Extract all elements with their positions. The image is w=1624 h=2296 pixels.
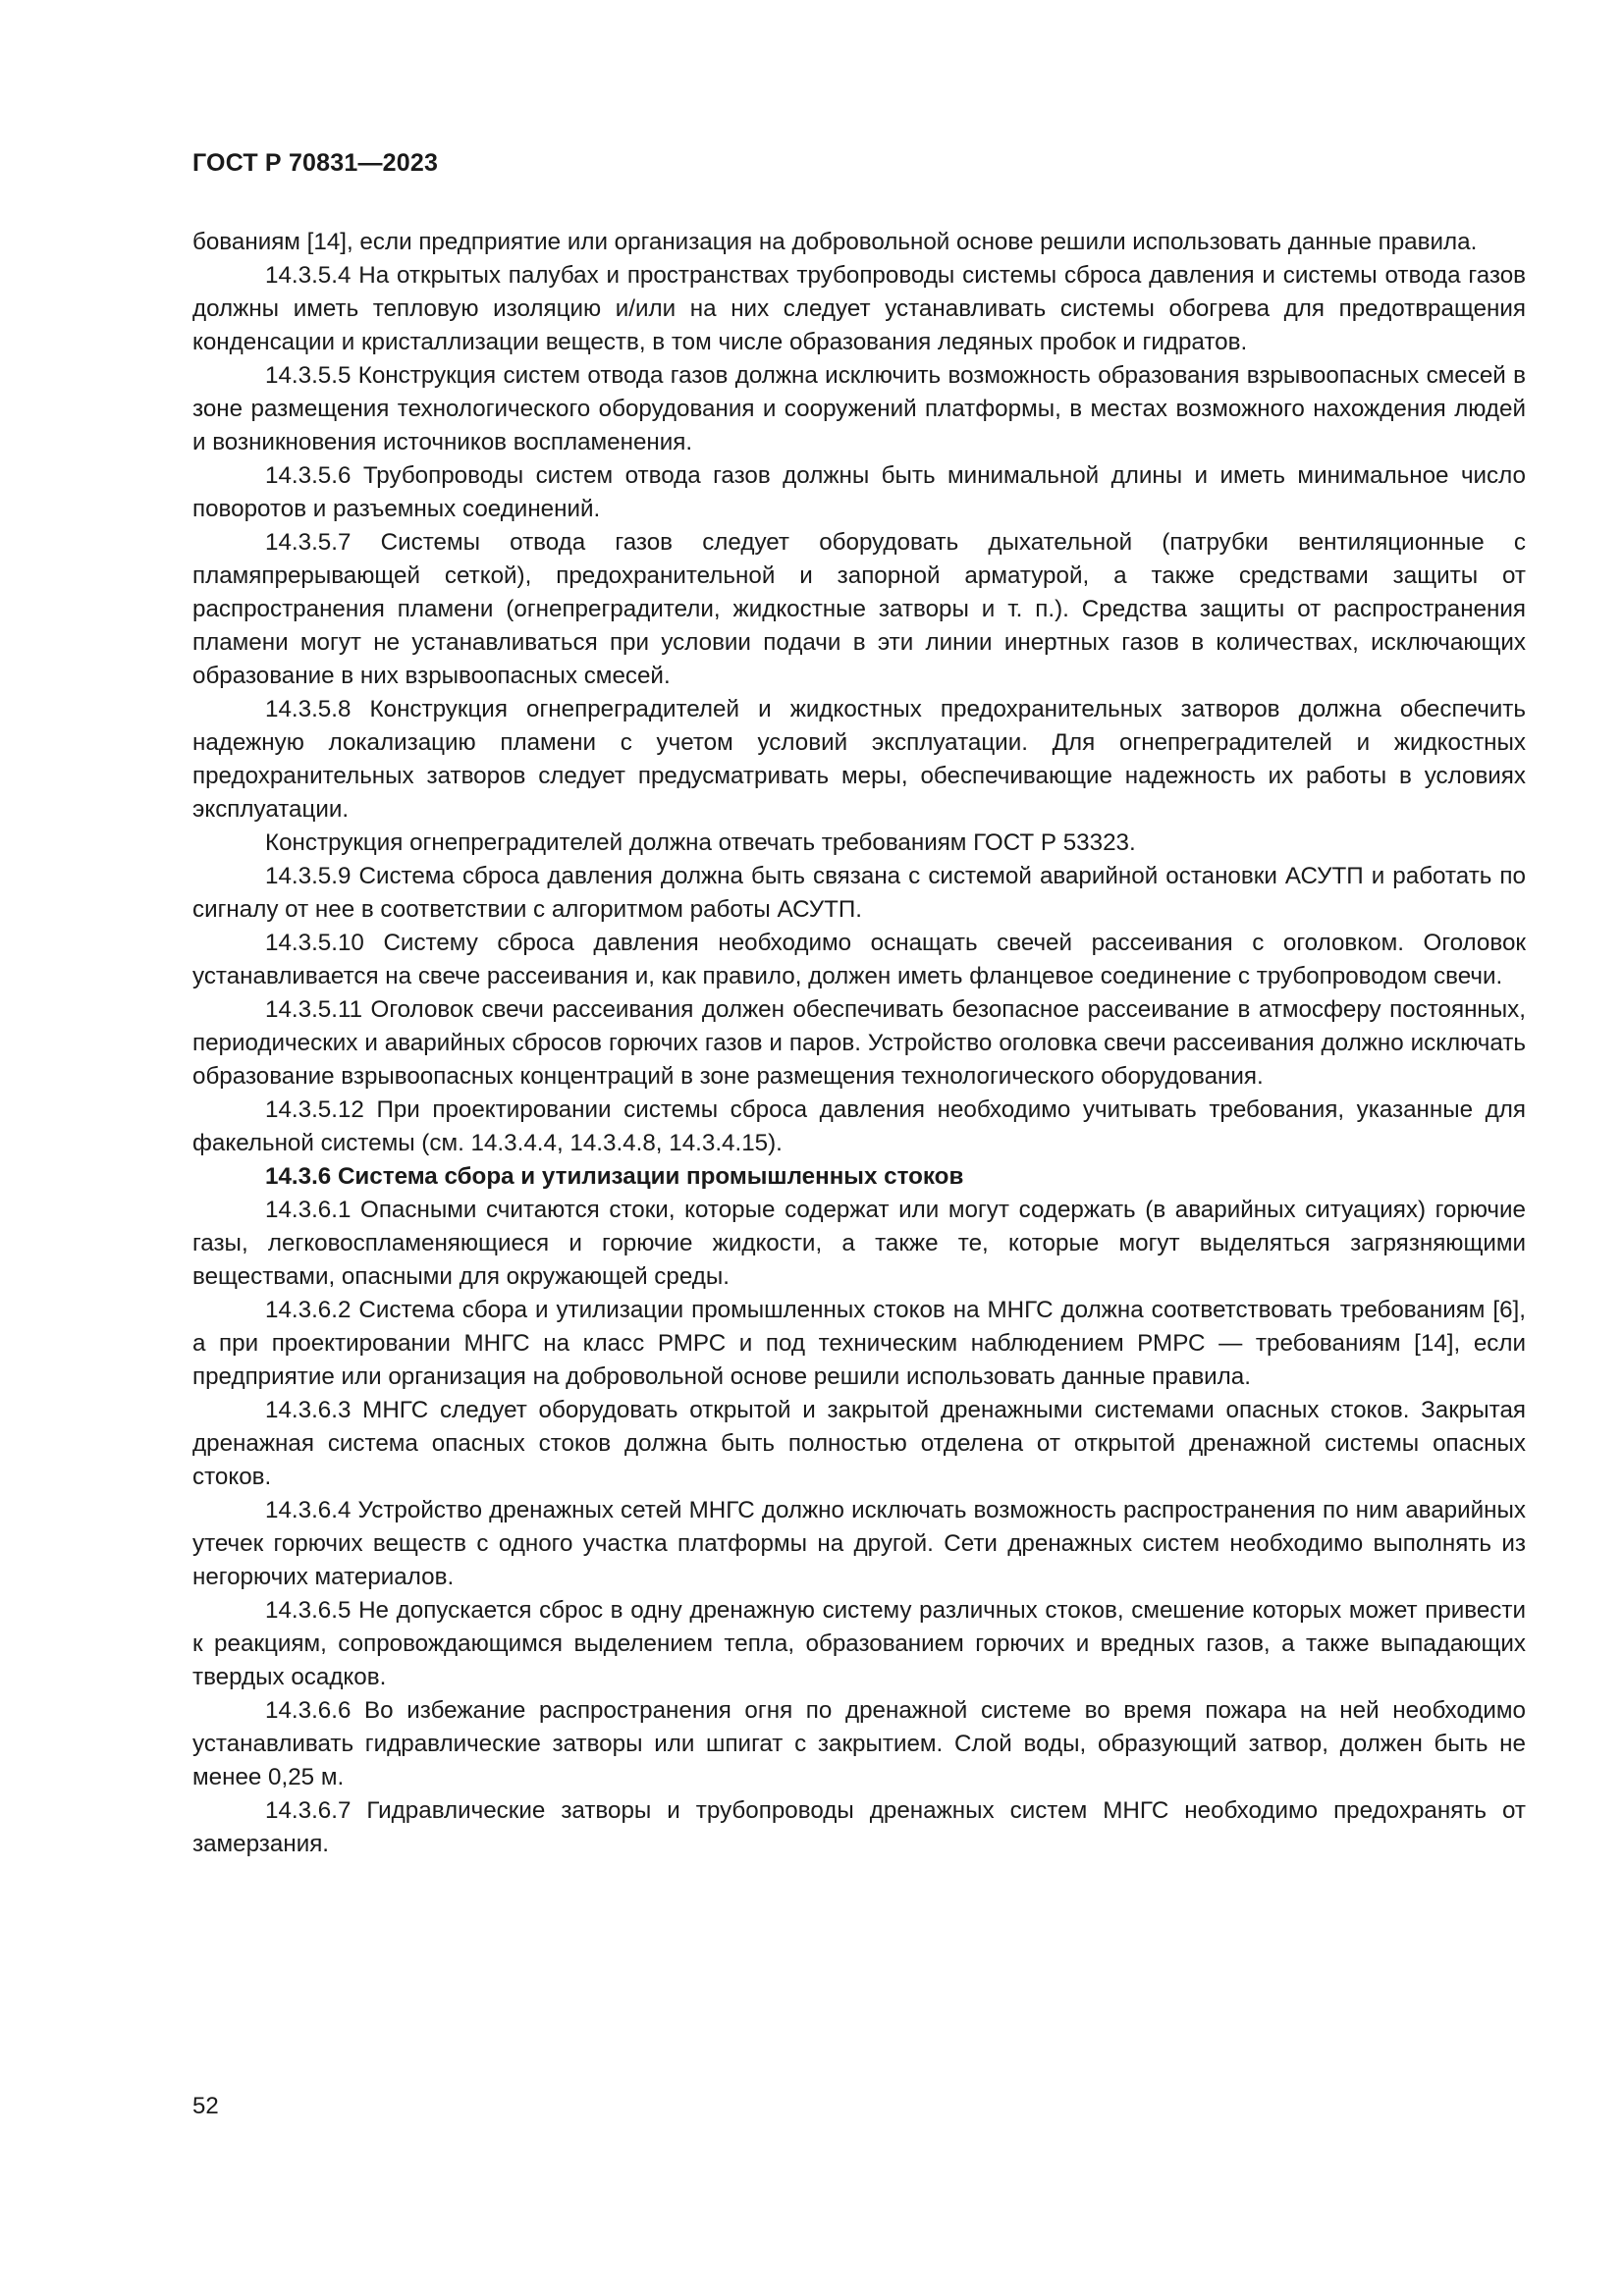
paragraph-14-3-6-4: 14.3.6.4 Устройство дренажных сетей МНГС должно исключать возможность распространения по ним аварийных утечек горючих веществ с одного участка платформы на другой. Сети дренажных систем необходимо выполнять из негорючих материалов.	[192, 1497, 1526, 1590]
paragraph-14-3-6-6: 14.3.6.6 Во избежание распространения огня по дренажной системе во время пожара на ней необходимо устанавливать гидравлические затворы или шпигат с закрытием. Слой воды, образующий затвор, должен быть не менее 0,25 м.	[192, 1697, 1526, 1790]
paragraph-14-3-6-2: 14.3.6.2 Система сбора и утилизации промышленных стоков на МНГС должна соответствовать требованиям [6], а при проектировании МНГС на класс РМРС и под техническим наблюдением РМРС — требованиям [14], если предприятие или организация на добровольной основе решили использовать данные правила.	[192, 1297, 1526, 1390]
paragraph-flame-arrester-standard: Конструкция огнепреградителей должна отвечать требованиям ГОСТ Р 53323.	[265, 829, 1136, 856]
paragraph-14-3-5-12: 14.3.5.12 При проектировании системы сброса давления необходимо учитывать требования, указанные для факельной системы (см. 14.3.4.4, 14.3.4.8, 14.3.4.15).	[192, 1096, 1526, 1156]
paragraph-14-3-5-4: 14.3.5.4 На открытых палубах и пространствах трубопроводы системы сброса давления и системы отвода газов должны иметь тепловую изоляцию и/или на них следует устанавливать системы обогрева для предотвращения конденсации и кристаллизации веществ, в том числе образования ледяных пробок и гидратов.	[192, 262, 1526, 355]
paragraph-14-3-5-7: 14.3.5.7 Системы отвода газов следует оборудовать дыхательной (патрубки вентиляционные с пламяпрерывающей сеткой), предохранительной и запорной арматурой, а также средствами защиты от распространения пламени (огнепреградители, жидкостные затворы и т. п.). Средства защиты от распространения пламени могут не устанавливаться при условии подачи в эти линии инертных газов в количествах, исключающих образование в них взрывоопасных смесей.	[192, 529, 1526, 689]
paragraph-14-3-5-10: 14.3.5.10 Систему сброса давления необходимо оснащать свечей рассеивания с оголовком. Оголовок устанавливается на свече рассеивания и, как правило, должен иметь фланцевое соединение с трубопроводом свечи.	[192, 930, 1526, 989]
paragraph-14-3-6-3: 14.3.6.3 МНГС следует оборудовать открытой и закрытой дренажными системами опасных стоков. Закрытая дренажная система опасных стоков должна быть полностью отделена от открытой дренажной системы опасных стоков.	[192, 1397, 1526, 1490]
paragraph-14-3-5-9: 14.3.5.9 Система сброса давления должна быть связана с системой аварийной остановки АСУТП и работать по сигналу от нее в соответствии с алгоритмом работы АСУТП.	[192, 863, 1526, 923]
section-heading-14-3-6: 14.3.6 Система сбора и утилизации промышленных стоков	[265, 1163, 964, 1190]
paragraph-14-3-5-5: 14.3.5.5 Конструкция систем отвода газов должна исключить возможность образования взрывоопасных смесей в зоне размещения технологического оборудования и сооружений платформы, в местах возможного нахождения людей и возникновения источников воспламенения.	[192, 362, 1526, 455]
document-code-header: ГОСТ Р 70831—2023	[192, 149, 439, 177]
paragraph-14-3-6-7: 14.3.6.7 Гидравлические затворы и трубопроводы дренажных систем МНГС необходимо предохранять от замерзания.	[192, 1797, 1526, 1857]
paragraph-14-3-6-5: 14.3.6.5 Не допускается сброс в одну дренажную систему различных стоков, смешение которых может привести к реакциям, сопровождающимся выделением тепла, образованием горючих и вредных газов, а также выпадающих твердых осадков.	[192, 1597, 1526, 1690]
paragraph-14-3-5-8: 14.3.5.8 Конструкция огнепреградителей и жидкостных предохранительных затворов должна обеспечить надежную локализацию пламени с учетом условий эксплуатации. Для огнепреградителей и жидкостных предохранительных затворов следует предусматривать меры, обеспечивающие надежность их работы в условиях эксплуатации.	[192, 696, 1526, 823]
paragraph-continuation: бованиям [14], если предприятие или организация на добровольной основе решили использовать данные правила.	[192, 229, 1478, 255]
page-number: 52	[192, 2093, 219, 2119]
document-body	[192, 226, 1526, 1861]
paragraph-14-3-6-1: 14.3.6.1 Опасными считаются стоки, которые содержат или могут содержать (в аварийных ситуациях) горючие газы, легковоспламеняющиеся и горючие жидкости, а также те, которые могут выделяться загрязняющими веществами, опасными для окружающей среды.	[192, 1197, 1526, 1290]
paragraph-14-3-5-11: 14.3.5.11 Оголовок свечи рассеивания должен обеспечивать безопасное рассеивание в атмосферу постоянных, периодических и аварийных сбросов горючих газов и паров. Устройство оголовка свечи рассеивания должно исключать образование взрывоопасных концентраций в зоне размещения технологического оборудования.	[192, 996, 1526, 1090]
paragraph-14-3-5-6: 14.3.5.6 Трубопроводы систем отвода газов должны быть минимальной длины и иметь минимальное число поворотов и разъемных соединений.	[192, 462, 1526, 522]
